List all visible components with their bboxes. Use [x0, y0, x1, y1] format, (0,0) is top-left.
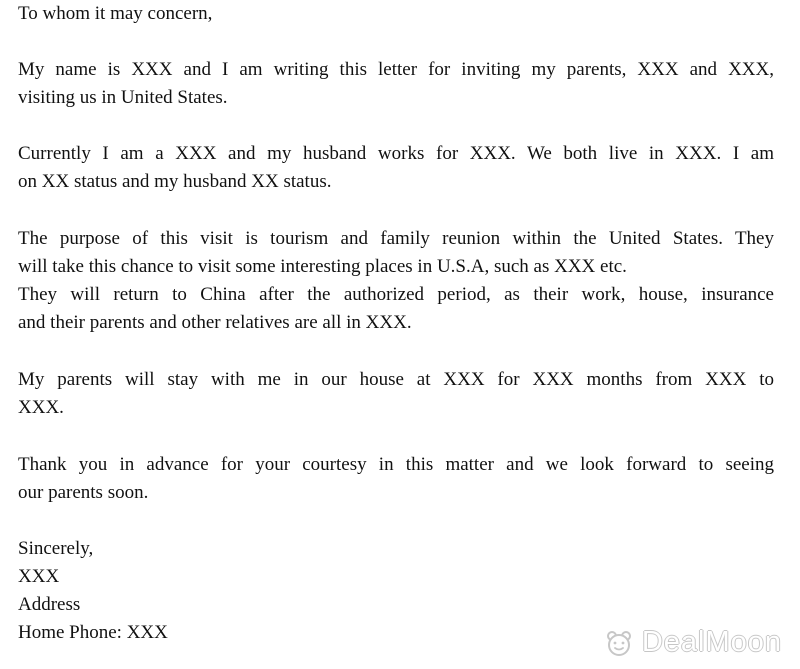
- dealmoon-bear-icon: [604, 628, 634, 658]
- dealmoon-watermark: [604, 626, 782, 659]
- paragraph-3-line-4: and their parents and other relatives are all in XXX.: [18, 312, 412, 333]
- home-phone: Home Phone: XXX: [18, 622, 168, 643]
- paragraph-5-line-2: our parents soon.: [18, 482, 149, 503]
- paragraph-1-line-1: My name is XXX and I am writing this letter for inviting my parents, XXX and XXX,: [18, 59, 774, 80]
- paragraph-4-line-1: My parents will stay with me in our house at XXX for XXX months from XXX to: [18, 369, 774, 390]
- signature-name: XXX: [18, 566, 60, 587]
- watermark-text: DealMoon: [641, 626, 782, 658]
- paragraph-3-line-2: will take this chance to visit some interesting places in U.S.A, such as XXX etc.: [18, 256, 627, 277]
- paragraph-1-line-2: visiting us in United States.: [18, 87, 228, 108]
- address: Address: [18, 594, 81, 615]
- paragraph-3-line-1: The purpose of this visit is tourism and family reunion within the United States. They: [18, 228, 774, 249]
- greeting: To whom it may concern,: [18, 3, 213, 24]
- paragraph-3-line-3: They will return to China after the authorized period, as their work, house, insurance: [18, 284, 774, 305]
- paragraph-2-line-1: Currently I am a XXX and my husband works for XXX. We both live in XXX. I am: [18, 143, 774, 164]
- closing: Sincerely,: [18, 538, 94, 559]
- paragraph-4-line-2: XXX.: [18, 397, 64, 418]
- paragraph-2-line-2: on XX status and my husband XX status.: [18, 171, 332, 192]
- paragraph-5-line-1: Thank you in advance for your courtesy in this matter and we look forward to seeing: [18, 454, 774, 475]
